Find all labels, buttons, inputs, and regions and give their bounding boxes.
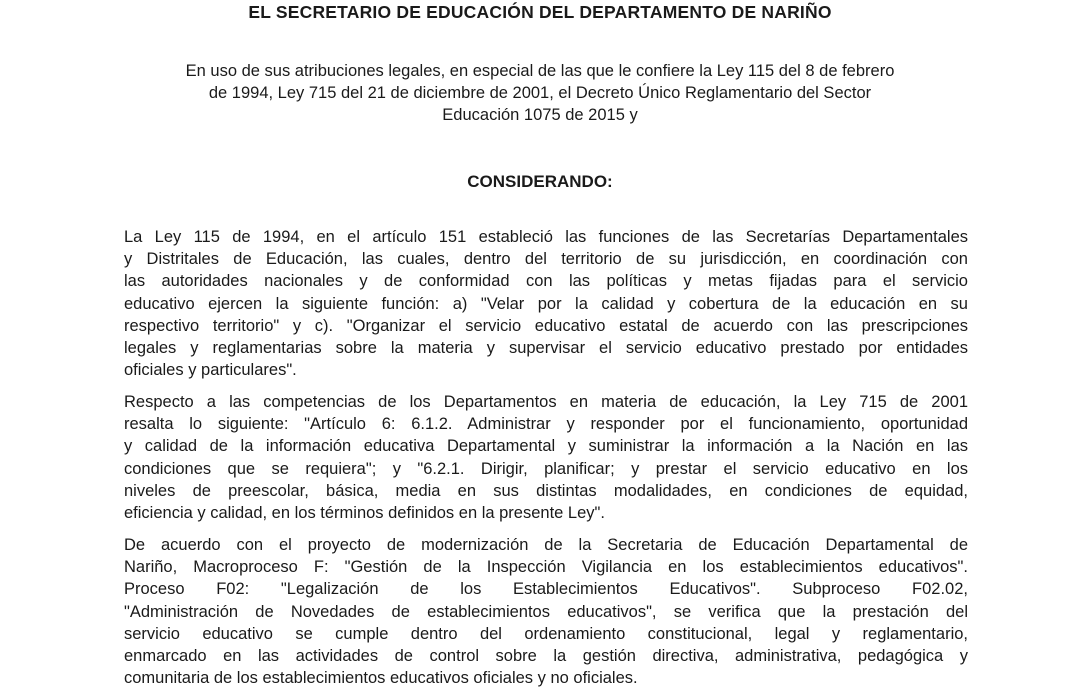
paragraph-line: servicio educativo se cumple dentro del ordenamiento constitucional, legal y reglamentario, (124, 624, 968, 643)
paragraph-line: "Administración de Novedades de establecimientos educativos", se verifica que la prestación del (124, 602, 968, 621)
document-heading: EL SECRETARIO DE EDUCACIÓN DEL DEPARTAMENTO DE NARIÑO (248, 2, 832, 22)
preamble-line: Educación 1075 de 2015 y (442, 106, 638, 124)
considerando-heading: CONSIDERANDO: (467, 172, 613, 191)
paragraph-modernizacion (124, 534, 968, 689)
preamble-line: de 1994, Ley 715 del 21 de diciembre de 2001, el Decreto Único Reglamentario del Sector (208, 84, 872, 102)
paragraph-line: educativo ejercen la siguiente función: a) "Velar por la calidad y cobertura de la educación en su (124, 294, 968, 313)
paragraph-line: comunitaria de los establecimientos educativos oficiales y no oficiales. (124, 669, 638, 688)
paragraph-line: Nariño, Macroproceso F: "Gestión de la Inspección Vigilancia en los establecimientos educativos". (124, 558, 968, 577)
paragraph-line: resalta lo siguiente: "Artículo 6: 6.1.2. Administrar y responder por el funcionamiento, oportunidad (124, 415, 968, 434)
paragraph-line: enmarcado en las actividades de control sobre la gestión directiva, administrativa, pedagógica y (124, 647, 968, 666)
paragraph-line: oficiales y particulares". (124, 361, 297, 380)
paragraph-line: respectivo territorio" y c). "Organizar el servicio educativo estatal de acuerdo con las prescripciones (124, 316, 968, 335)
paragraph-line: legales y reglamentarias sobre la materia y supervisar el servicio educativo prestado por entidades (124, 339, 968, 358)
paragraph-line: niveles de preescolar, básica, media en sus distintas modalidades, en condiciones de equidad, (124, 481, 968, 500)
paragraph-line: eficiencia y calidad, en los términos definidos en la presente Ley". (124, 504, 605, 523)
paragraph-line: condiciones que se requiera"; y "6.2.1. Dirigir, planificar; y prestar el servicio educativo en los (124, 459, 968, 478)
paragraph-ley-715 (124, 391, 968, 524)
paragraph-line: y calidad de la información educativa Departamental y suministrar la información a la Nación en las (124, 437, 968, 456)
paragraph-line: Respecto a las competencias de los Departamentos en materia de educación, la Ley 715 de 2001 (124, 393, 968, 411)
paragraph-line: las autoridades nacionales y de conformidad con las políticas y metas fijadas para el servicio (124, 272, 968, 291)
preamble-line: En uso de sus atribuciones legales, en especial de las que le confiere la Ley 115 del 8 de febrero (185, 62, 895, 80)
paragraph-ley-115 (124, 226, 968, 381)
preamble (120, 60, 960, 126)
paragraph-line: La Ley 115 de 1994, en el artículo 151 estableció las funciones de las Secretarías Departamentales (124, 228, 968, 246)
paragraph-line: De acuerdo con el proyecto de modernización de la Secretaria de Educación Departamental de (124, 536, 968, 554)
paragraph-line: Proceso F02: "Legalización de los Establecimientos Educativos". Subproceso F02.02, (124, 580, 968, 599)
paragraph-line: y Distritales de Educación, las cuales, dentro del territorio de su jurisdicción, en coordinación con (124, 250, 968, 269)
